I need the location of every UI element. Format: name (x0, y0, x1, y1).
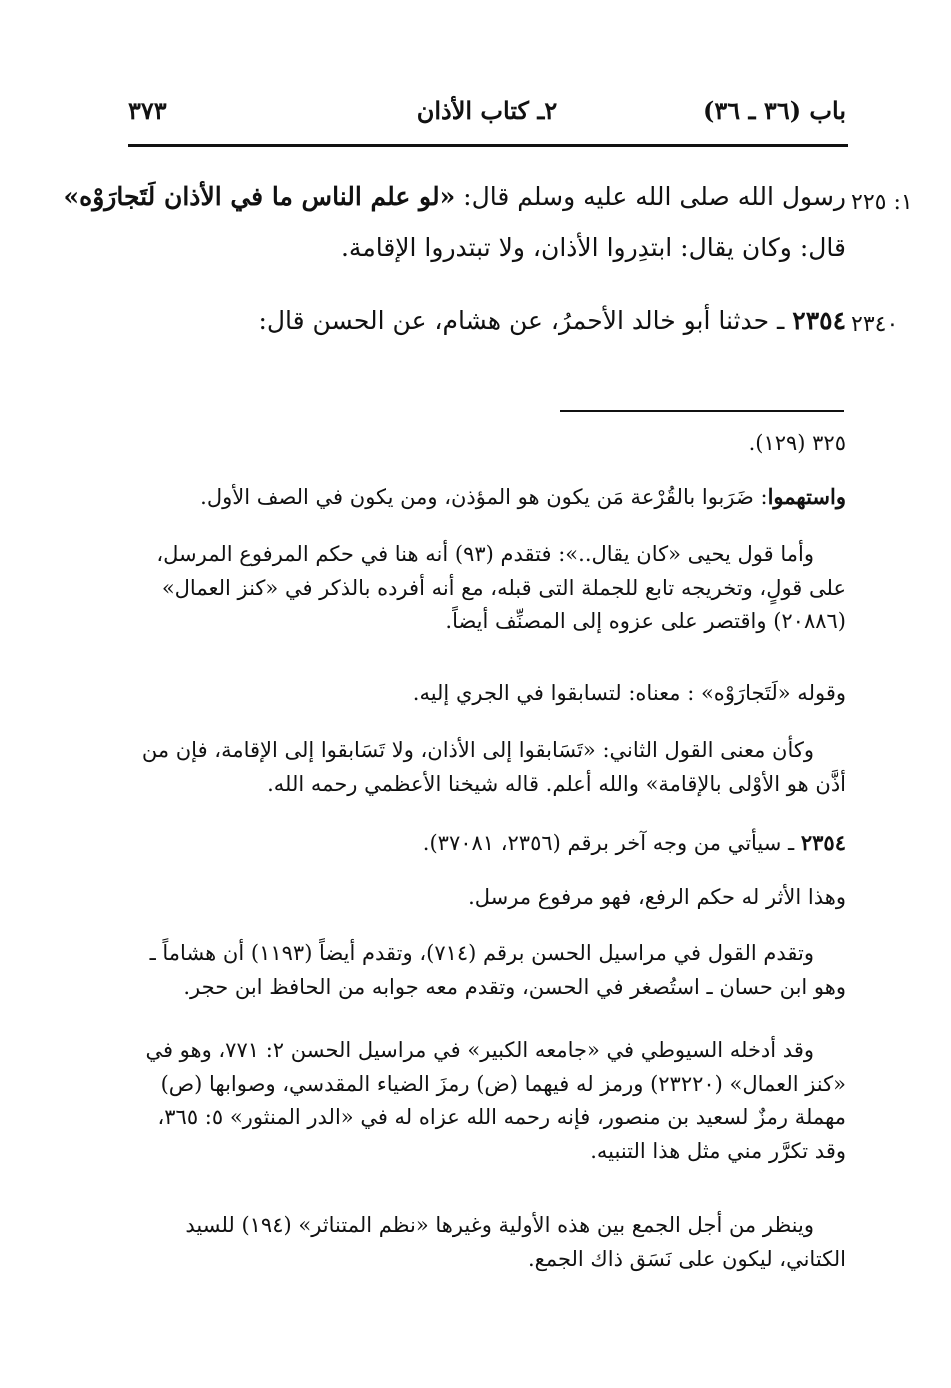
footnote-separator (560, 410, 844, 412)
footnote-paragraph-8: وقد أدخله السيوطي في «جامعه الكبير» في مراسيل الحسن ٢: ٧٧١، وهو في «كنز العمال» (٢٣٢٢٠) ورمز له فيهما (ض) رمزَ الضياء المقدسي، وصوابها (ص) مهملة رمزٌ لسعيد بن منصور، فإنه رحمه الله عزاه له في «الدر المنثور» ٥: ٣٦٥، وقد تكرَّر مني مثل هذا التنبيه. (145, 1038, 846, 1163)
footnote-ref: ٣٢٥ (١٢٩). (748, 431, 846, 455)
footnote-paragraph-7: وتقدم القول في مراسيل الحسن برقم (٧١٤)، وتقدم أيضاً (١١٩٣) أن هشاماً ـ وهو ابن حسان ـ استُصغر في الحسن، وتقدم معه جوابه من الحافظ ابن حجر. (149, 941, 846, 999)
footnote-paragraph-5 (130, 830, 878, 856)
main-line-1-quote: «لو علم الناس ما في الأذان لَتَجارَوْه» (63, 182, 456, 211)
main-line-2: قال: وكان يقال: ابتدِروا الأذان، ولا تبتدروا الإقامة. (340, 233, 846, 262)
hadith-number: ٢٣٥٤ (792, 306, 846, 335)
header-rule (128, 144, 848, 147)
page-number: ٣٧٣ (128, 96, 167, 125)
book-title: ٢ـ كتاب الأذان (416, 96, 558, 125)
footnote-paragraph-1 (130, 484, 878, 510)
footnote-paragraph-2: وأما قول يحيى «كان يقال..»: فتقدم (٩٣) أنه هنا في حكم المرفوع المرسل، على قولٍ، وتخريجه تابع للجملة التى قبله، مع أنه أفرده بالذكر في «كنز العمال» (٢٠٨٨٦) واقتصر على عزوه إلى المصنِّف أيضاً. (156, 542, 846, 634)
main-line-1 (63, 182, 846, 211)
chapter-title: باب (٣٦ ـ ٣٦) (703, 96, 846, 125)
footnote-paragraph-4: وكأن معنى القول الثاني: «تَسَابقوا إلى الأذان، ولا تَسَابقوا إلى الإقامة، فإن من أذَّن هو الأوْلى بالإقامة» والله أعلم. قاله شيخنا الأعظمي رحمه الله. (141, 738, 846, 796)
footnote-hadith-number: ٢٣٥٤ (800, 830, 846, 855)
footnote-cross-reference: ـ سيأتي من وجه آخر برقم (٢٣٥٦، ٣٧٠٨١). (422, 831, 801, 855)
main-line-3 (130, 306, 846, 335)
main-line-3-text: ـ حدثنا أبو خالد الأحمرُ، عن هشام، عن الحسن قال: (258, 306, 793, 335)
main-line-1-text: رسول الله صلى الله عليه وسلم قال: (455, 182, 846, 211)
margin-reference-2: ٢٣٤٠ (851, 312, 899, 337)
footnote-term: واستهموا (767, 484, 846, 509)
footnote-paragraph-6: وهذا الأثر له حكم الرفع، فهو مرفوع مرسل. (468, 885, 846, 909)
page-header (128, 96, 846, 136)
footnote-paragraph-3: وقوله «لَتَجارَوْه» : معناه: لتسابقوا في الجري إليه. (412, 681, 846, 705)
footnote-paragraph-9: وينظر من أجل الجمع بين هذه الأولية وغيرها «نظم المتناثر» (١٩٤) للسيد الكتاني، ليكون على نَسَق ذاك الجمع. (185, 1213, 846, 1271)
footnote-definition: : ضَرَبوا بالقُرْعة مَن يكون هو المؤذن، ومن يكون في الصف الأول. (200, 485, 768, 509)
margin-reference-1: ١: ٢٢٥ (851, 190, 913, 215)
